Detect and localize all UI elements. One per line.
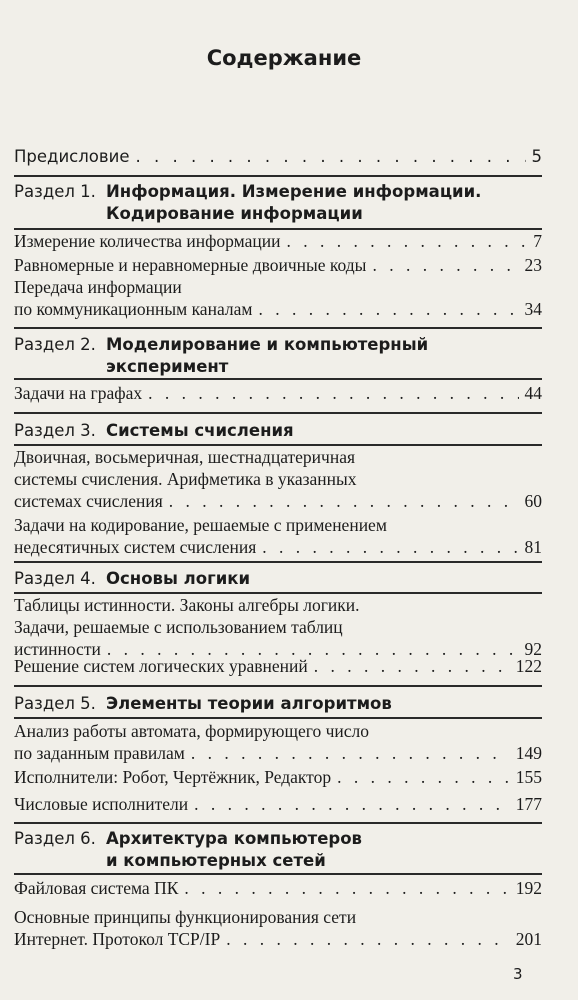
divider bbox=[14, 717, 542, 719]
toc-entry: Передача информации по коммуникационным каналам . . . 34 bbox=[14, 276, 542, 320]
section-3-heading: Раздел 3. Системы счисления bbox=[14, 421, 294, 440]
toc-entry: Основные принципы функционирования сети Интернет. Протокол TCP/IP . . . 201 bbox=[14, 906, 542, 950]
section-4-heading: Раздел 4. Основы логики bbox=[14, 569, 251, 588]
section-2-heading: Раздел 2. Моделирование и компьютерный эксперимент bbox=[14, 335, 429, 376]
toc-title: Содержание bbox=[206, 46, 362, 70]
toc-page bbox=[14, 0, 554, 1000]
divider bbox=[14, 822, 542, 824]
toc-entry: Файловая система ПК . . . 192 bbox=[14, 877, 542, 899]
toc-entry-preface bbox=[14, 146, 542, 168]
divider bbox=[14, 873, 542, 875]
divider bbox=[14, 175, 542, 177]
toc-entry: Решение систем логических уравнений . . . 122 bbox=[14, 655, 542, 677]
page-number: 3 bbox=[513, 965, 523, 983]
divider bbox=[14, 412, 542, 414]
toc-entry: Исполнители: Робот, Чертёжник, Редактор . . . 155 bbox=[14, 766, 542, 788]
toc-entry: Анализ работы автомата, формирующего число по заданным правилам . . . 149 bbox=[14, 720, 542, 764]
toc-entry: Двоичная, восьмеричная, шестнадцатеричная системы счисления. Арифметика в указанных системах счисления . . . 60 bbox=[14, 446, 542, 512]
section-5-heading: Раздел 5. Элементы теории алгоритмов bbox=[14, 694, 392, 713]
toc-entry: Задачи на графах . . . 44 bbox=[14, 382, 542, 404]
divider bbox=[14, 378, 542, 380]
toc-entry: Измерение количества информации . . . 7 bbox=[14, 230, 542, 252]
divider bbox=[14, 685, 542, 687]
section-1-heading: Раздел 1. Информация. Измерение информации. Кодирование информации bbox=[14, 182, 482, 223]
divider bbox=[14, 327, 542, 329]
toc-entry: Равномерные и неравномерные двоичные коды . . . 23 bbox=[14, 254, 542, 276]
toc-entry: Задачи на кодирование, решаемые с применением недесятичных систем счисления . . . 81 bbox=[14, 514, 542, 558]
toc-entry: Числовые исполнители . . . 177 bbox=[14, 793, 542, 815]
entry-text: Предисловие bbox=[14, 147, 130, 166]
entry-page: 5 bbox=[531, 147, 542, 166]
section-6-heading: Раздел 6. Архитектура компьютеров и компьютерных сетей bbox=[14, 829, 362, 870]
toc-entry: Таблицы истинности. Законы алгебры логики. Задачи, решаемые с использованием таблиц истинности . . . 92 bbox=[14, 594, 542, 660]
divider bbox=[14, 561, 542, 563]
